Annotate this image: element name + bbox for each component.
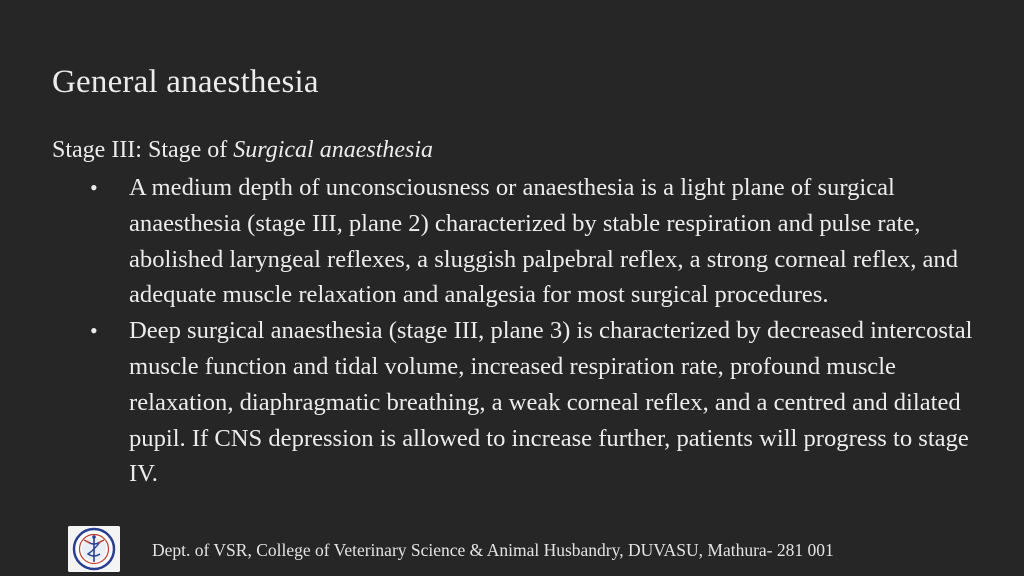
- seal-graphic: [68, 526, 120, 572]
- bullet-item: [90, 313, 990, 492]
- subtitle-prefix: Stage III: Stage of: [52, 137, 228, 163]
- bullet-dot: •: [90, 318, 98, 344]
- slide-footer: [0, 522, 1024, 576]
- bullet-list: [90, 170, 990, 492]
- bullet-dot: •: [90, 175, 98, 200]
- slide-subtitle: [52, 137, 433, 164]
- bullet-text: A medium depth of unconsciousness or anaesthesia is a light plane of surgical anaesthesia (stage III, plane 2) characterized by stable respiration and pulse rate, abolished laryngeal reflexes, a sluggish palpebral reflex, a strong corneal reflex, and adequate muscle relaxation and analgesia for most surgical procedures.: [129, 174, 959, 309]
- footer-text: Dept. of VSR, College of Veterinary Science & Animal Husbandry, DUVASU, Mathura- 281 001: [152, 540, 834, 560]
- subtitle-italic: Surgical anaesthesia: [233, 137, 434, 163]
- bullet-text: Deep surgical anaesthesia (stage III, plane 3) is characterized by decreased intercostal muscle function and tidal volume, increased respiration rate, profound muscle relaxation, diaphragmatic breathing, a weak corneal reflex, and a centred and dilated pupil. If CNS depression is allowed to increase further, patients will progress to stage IV.: [129, 317, 973, 488]
- slide-title: General anaesthesia: [52, 64, 319, 100]
- bullet-item: [90, 170, 990, 313]
- university-seal-icon: [68, 526, 120, 572]
